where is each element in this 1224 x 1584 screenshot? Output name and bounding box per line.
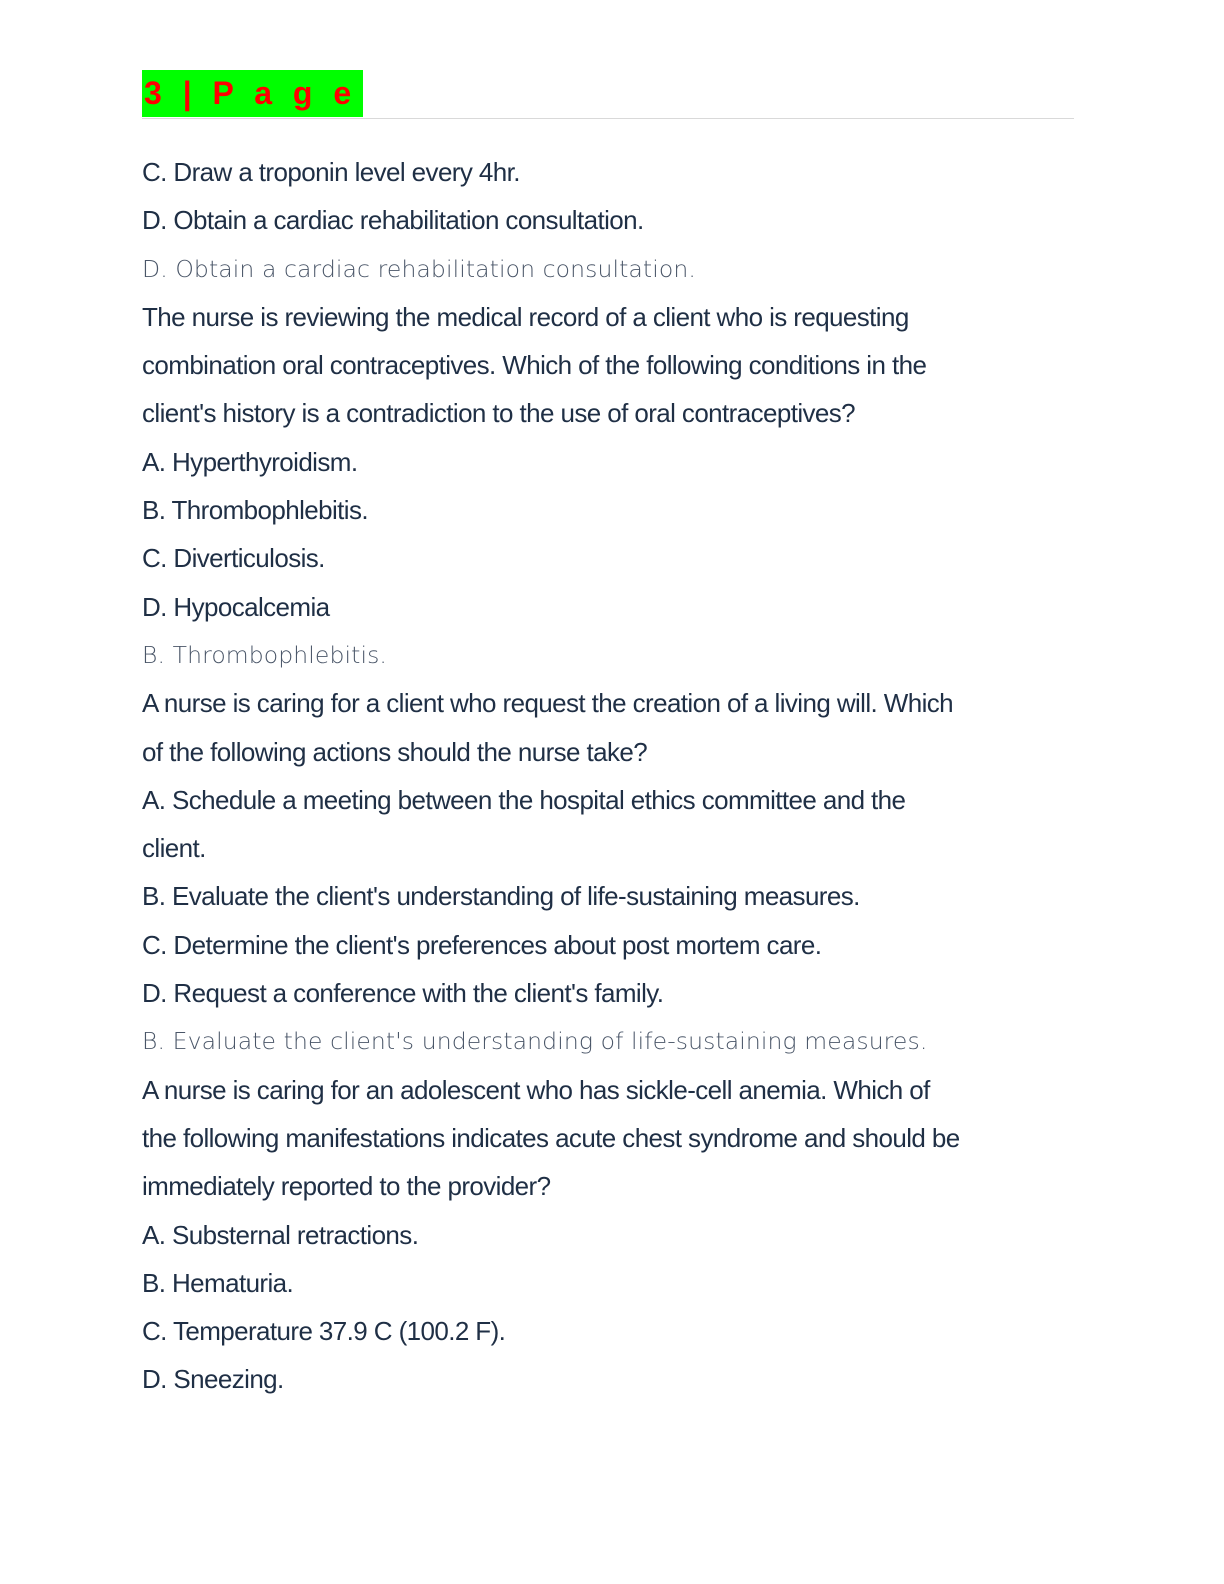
- text-line: C. Temperature 37.9 C (100.2 F).: [142, 1316, 506, 1347]
- text-line: C. Determine the client's preferences about post mortem care.: [142, 929, 822, 960]
- text-line: of the following actions should the nurse take?: [142, 736, 648, 767]
- text-line: the following manifestations indicates acute chest syndrome and should be: [142, 1122, 960, 1153]
- text-line: A nurse is caring for a client who request the creation of a living will. Which: [142, 688, 954, 719]
- text-line: D. Hypocalcemia: [142, 591, 330, 622]
- text-line: D. Obtain a cardiac rehabilitation consultation.: [142, 205, 644, 236]
- text-line: C. Draw a troponin level every 4hr.: [142, 157, 520, 187]
- text-line: B. Evaluate the client's understanding of life-sustaining measures.: [142, 881, 860, 912]
- text-line: D. Sneezing.: [142, 1364, 284, 1395]
- text-line: client.: [142, 833, 206, 864]
- text-line: The nurse is reviewing the medical record of a client who is requesting: [142, 301, 909, 332]
- text-line: A. Schedule a meeting between the hospital ethics committee and the: [142, 784, 906, 815]
- text-line: B. Hematuria.: [142, 1267, 294, 1298]
- text-line: A. Substernal retractions.: [142, 1219, 419, 1250]
- text-line: B. Thrombophlebitis.: [142, 495, 368, 526]
- answer-line: B. Thrombophlebitis.: [142, 640, 387, 669]
- page-number-label: 3 | P a g e: [142, 70, 363, 117]
- text-line: C. Diverticulosis.: [142, 543, 325, 574]
- document-body: [142, 148, 1082, 1404]
- text-line: client's history is a contradiction to the use of oral contraceptives?: [142, 398, 856, 429]
- text-line: D. Request a conference with the client's family.: [142, 978, 664, 1009]
- page-header: [142, 70, 1074, 119]
- text-line: combination oral contraceptives. Which of the following conditions in the: [142, 350, 927, 381]
- text-line: A. Hyperthyroidism.: [142, 446, 358, 477]
- text-line: A nurse is caring for an adolescent who has sickle-cell anemia. Which of: [142, 1074, 930, 1105]
- text-line: immediately reported to the provider?: [142, 1171, 551, 1202]
- answer-line: D. Obtain a cardiac rehabilitation consultation.: [142, 254, 696, 283]
- answer-line: B. Evaluate the client's understanding of life-sustaining measures.: [142, 1027, 928, 1056]
